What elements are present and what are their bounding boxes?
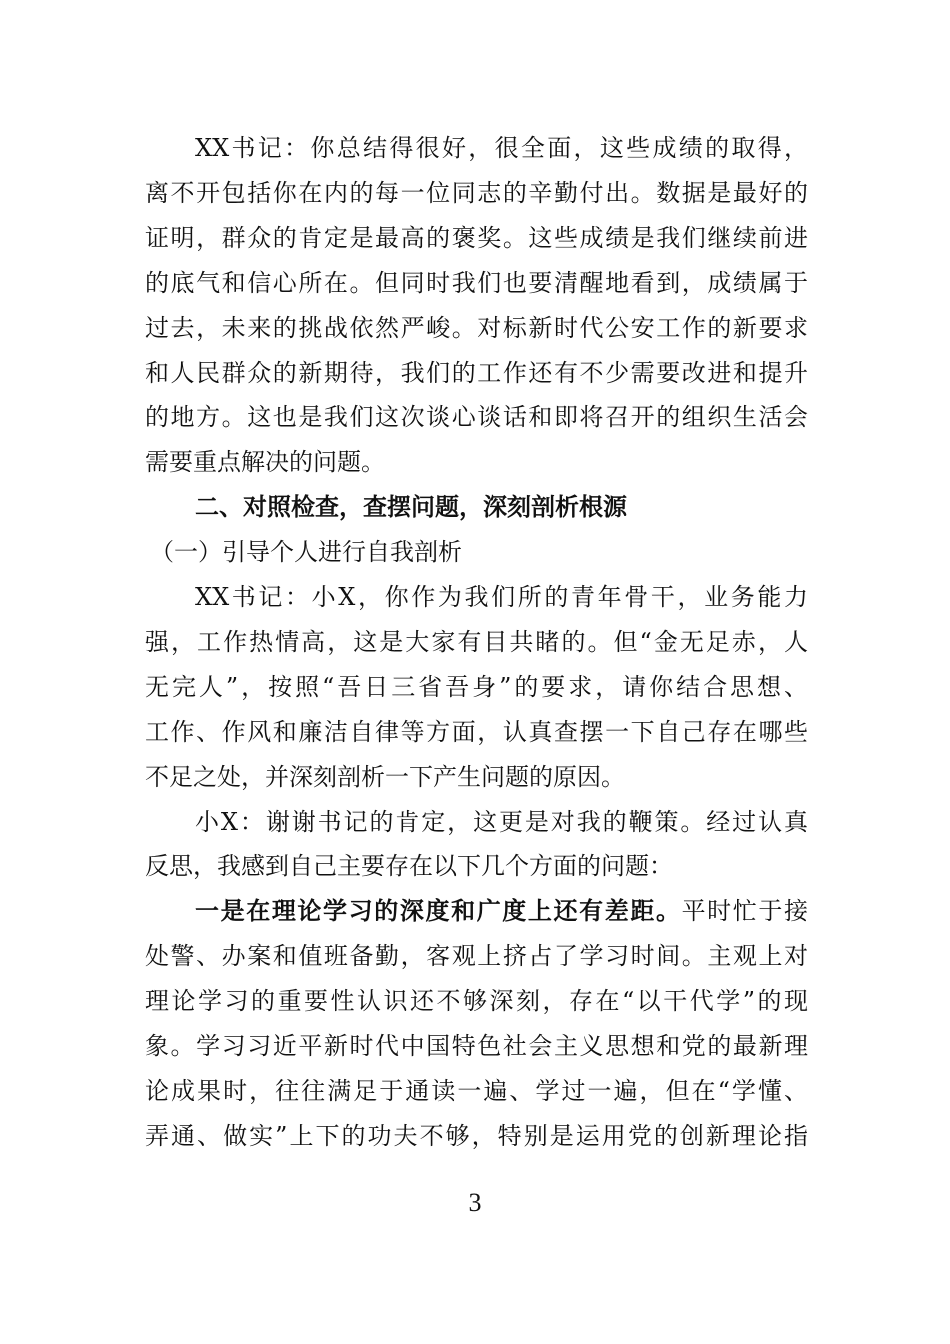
text-line: 论成果时，往往满足于通读一遍、学过一遍，但在“学懂、 — [145, 1076, 808, 1105]
text-line: 工作、作风和廉洁自律等方面，认真查摆一下自己存在哪些 — [145, 717, 808, 746]
text-line: 无完人”，按照“吾日三省吾身”的要求，请你结合思想、 — [145, 672, 808, 701]
text-line: 的地方。这也是我们这次谈心谈话和即将召开的组织生活会 — [145, 403, 808, 432]
text-line: 过去，未来的挑战依然严峻。对标新时代公安工作的新要求 — [145, 313, 808, 342]
text-line: 小X：谢谢书记的肯定，这更是对我的鞭策。经过认真 — [195, 807, 808, 836]
text-line: 象。学习习近平新时代中国特色社会主义思想和党的最新理 — [145, 1032, 808, 1060]
text-line: 处警、办案和值班备勤，客观上挤占了学习时间。主观上对 — [145, 942, 808, 971]
text-line: 理论学习的重要性认识还不够深刻，存在“以干代学”的现 — [145, 987, 808, 1016]
section-heading: 二、对照检查，查摆问题，深刻剖析根源 — [195, 493, 627, 522]
text-line: XX书记：小X，你作为我们所的青年骨干，业务能力 — [195, 583, 808, 611]
text-line: 离不开包括你在内的每一位同志的辛勤付出。数据是最好的 — [145, 178, 808, 207]
text-line: 弄通、做实”上下的功夫不够，特别是运用党的创新理论指 — [145, 1121, 808, 1150]
page-number: 3 — [468, 1188, 482, 1217]
text-line: 和人民群众的新期待，我们的工作还有不少需要改进和提升 — [145, 358, 808, 387]
text-line: XX书记：你总结得很好，很全面，这些成绩的取得， — [195, 134, 808, 162]
text-line: 的底气和信心所在。但同时我们也要清醒地看到，成绩属于 — [145, 268, 808, 297]
bold-lead-sentence: 一是在理论学习的深度和广度上还有差距。 — [195, 896, 682, 926]
text-line: 强，工作热情高，这是大家有目共睹的。但“金无足赤，人 — [145, 627, 808, 656]
subsection-heading: （一）引导个人进行自我剖析 — [150, 538, 462, 567]
text-line: 需要重点解决的问题。 — [145, 448, 385, 477]
text-line — [195, 893, 808, 929]
text-line: 反思，我感到自己主要存在以下几个方面的问题： — [145, 852, 673, 881]
line-text: 平时忙于接 — [681, 897, 809, 926]
text-line: 证明，群众的肯定是最高的褒奖。这些成绩是我们继续前进 — [145, 223, 808, 252]
text-line: 不足之处，并深刻剖析一下产生问题的原因。 — [145, 762, 625, 791]
